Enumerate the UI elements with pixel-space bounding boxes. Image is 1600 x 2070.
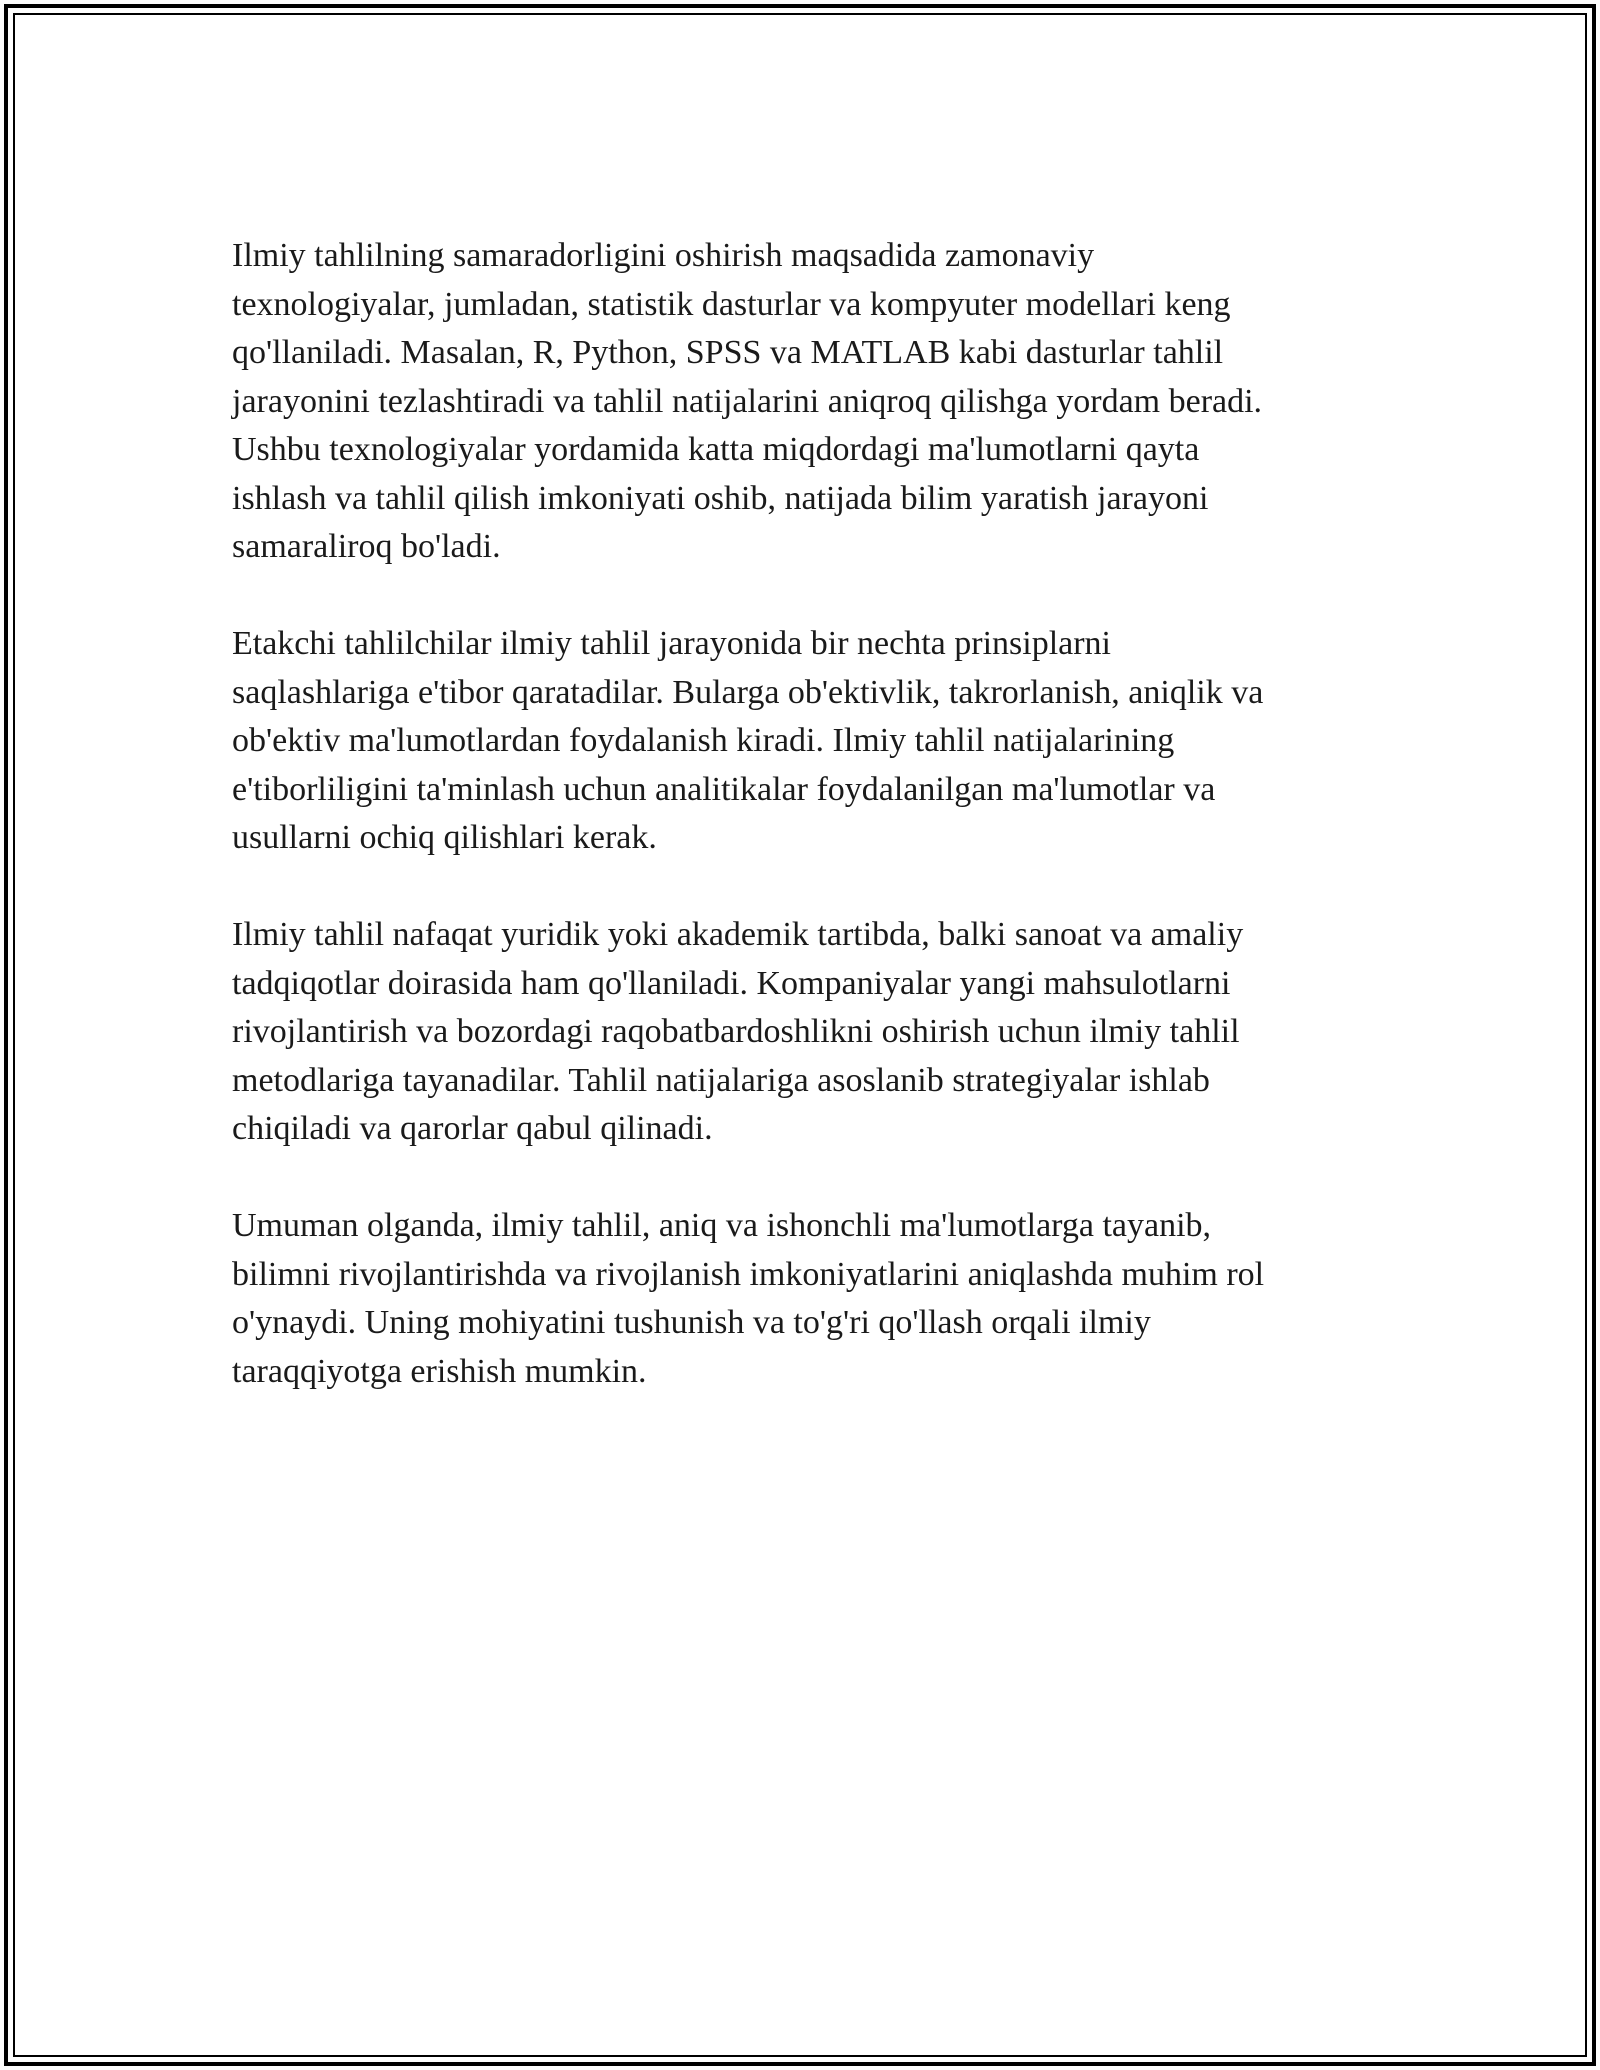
paragraph-4	[232, 1202, 1367, 1396]
paragraph-2	[232, 620, 1367, 863]
text-line: texnologiyalar, jumladan, statistik dasturlar va kompyuter modellari keng	[232, 285, 1231, 323]
text-line: Umuman olganda, ilmiy tahlil, aniq va ishonchli ma'lumotlarga tayanib,	[232, 1207, 1212, 1244]
text-line: bilimni rivojlantirishda va rivojlanish imkoniyatlarini aniqlashda muhim rol	[232, 1255, 1265, 1293]
text-line: Ushbu texnologiyalar yordamida katta miqdordagi ma'lumotlarni qayta	[232, 431, 1200, 468]
document-body	[232, 232, 1367, 1445]
text-line: qo'llaniladi. Masalan, R, Python, SPSS va MATLAB kabi dasturlar tahlil	[232, 334, 1224, 371]
text-line: jarayonini tezlashtiradi va tahlil natijalarini aniqroq qilishga yordam beradi.	[232, 382, 1263, 420]
text-line: Ilmiy tahlilning samaradorligini oshirish maqsadida zamonaviy	[232, 237, 1095, 274]
text-line: taraqqiyotga erishish mumkin.	[232, 1352, 647, 1390]
text-line: usullarni ochiq qilishlari kerak.	[232, 819, 657, 856]
text-line: chiqiladi va qarorlar qabul qilinadi.	[232, 1110, 713, 1147]
text-line: o'ynaydi. Uning mohiyatini tushunish va to'g'ri qo'llash orqali ilmiy	[232, 1304, 1151, 1341]
text-line: metodlariga tayanadilar. Tahlil natijalariga asoslanib strategiyalar ishlab	[232, 1061, 1210, 1099]
paragraph-1	[232, 232, 1367, 572]
text-line: ob'ektiv ma'lumotlardan foydalanish kiradi. Ilmiy tahlil natijalarining	[232, 722, 1175, 759]
text-line: Etakchi tahlilchilar ilmiy tahlil jarayonida bir nechta prinsiplarni	[232, 625, 1112, 662]
text-line: samaraliroq bo'ladi.	[232, 528, 501, 565]
paragraph-3	[232, 911, 1367, 1154]
text-line: rivojlantirish va bozordagi raqobatbardoshlikni oshirish uchun ilmiy tahlil	[232, 1013, 1240, 1050]
text-line: ishlash va tahlil qilish imkoniyati oshib, natijada bilim yaratish jarayoni	[232, 479, 1209, 517]
text-line: tadqiqotlar doirasida ham qo'llaniladi. Kompaniyalar yangi mahsulotlarni	[232, 964, 1231, 1002]
text-line: Ilmiy tahlil nafaqat yuridik yoki akademik tartibda, balki sanoat va amaliy	[232, 916, 1244, 953]
text-line: e'tiborliligini ta'minlash uchun analitikalar foydalanilgan ma'lumotlar va	[232, 770, 1216, 808]
text-line: saqlashlariga e'tibor qaratadilar. Bularga ob'ektivlik, takrorlanish, aniqlik va	[232, 673, 1264, 711]
